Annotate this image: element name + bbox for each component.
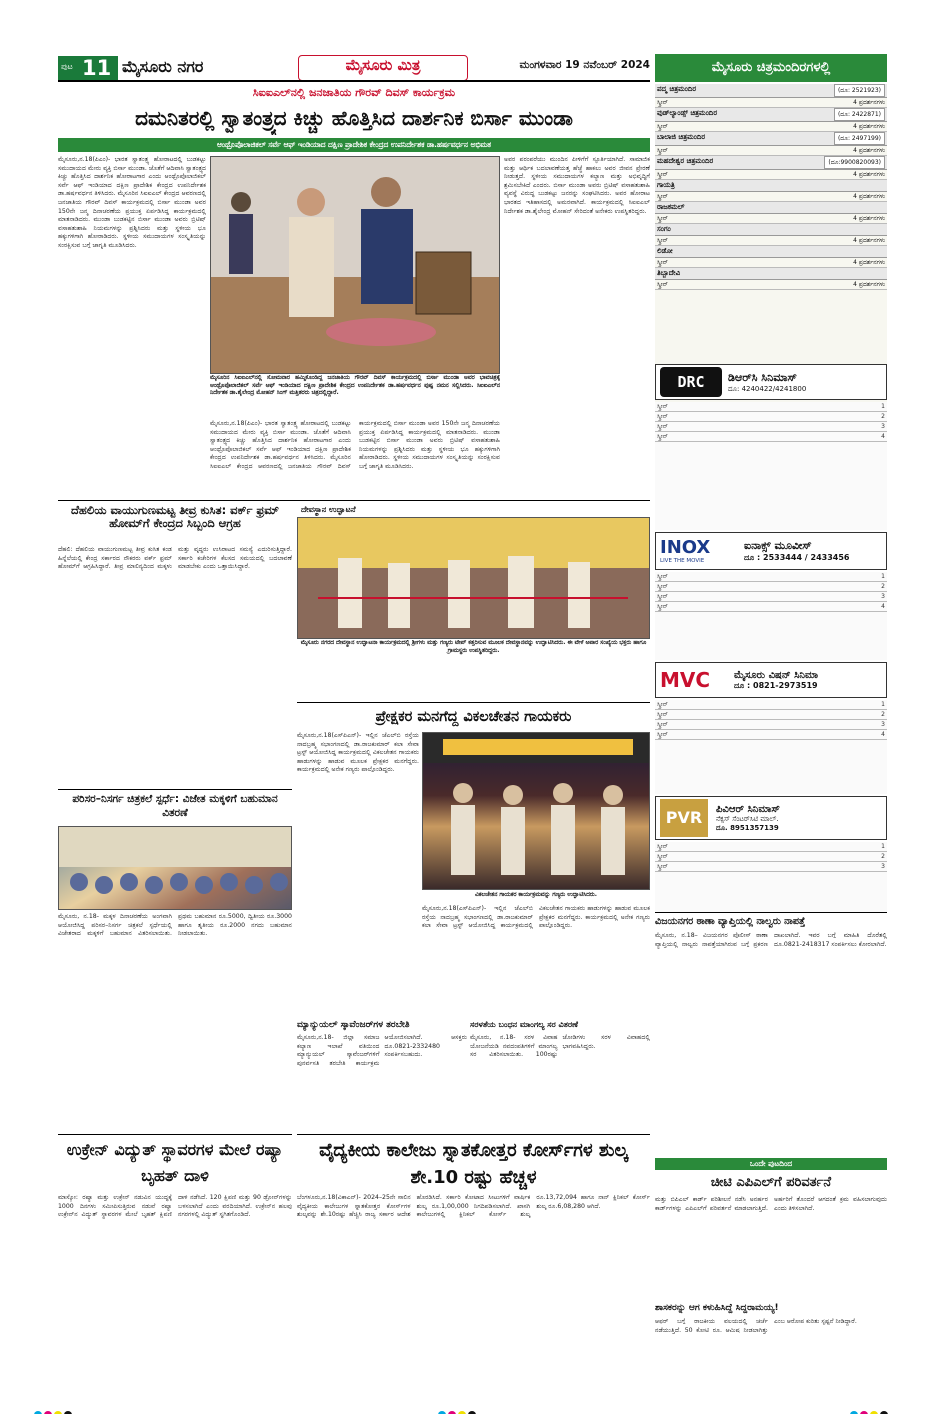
drc-screen-row: ಸ್ಕ್ರೀನ್ 2 [657,413,885,420]
page-number: 11 [82,56,112,80]
mvc-screens [655,700,887,794]
hall-balaji: ಬಾಲಾಜಿ ಚಿತ್ರಮಂದಿರ (ದೂ: 2497199) [655,132,887,146]
hall-row: ಸ್ಕ್ರೀನ್ 4 ಪ್ರದರ್ಶನಗಳು [657,147,885,154]
hall-rajakamal: ರಾಜಕಮಲ್ [655,202,887,214]
ukraine-headline: ಉಕ್ರೇನ್ ವಿದ್ಯುತ್ ಸ್ಥಾವರಗಳ ಮೇಲೆ ರಷ್ಯಾ ಬೃಹತ್ ದಾಳಿ [66,1140,284,1185]
mvc-logo: MVC [660,668,711,692]
hall-gayathri: ಗಾಯತ್ರಿ [655,180,887,192]
black-dot [468,1411,476,1414]
medical-body: ಬೆಂಗಳೂರು,ನ.18(ವಿಕಾಎನ್)- 2024–25ನೇ ಸಾಲಿನ ವೈದ್ಯಕೀಯ ಕಾಲೇಜುಗಳ ಸ್ನಾತಕೋತ್ತರ ಕೋರ್ಸ್‌ಗಳ ಶುಲ್ಕವನ್ನು ಶೇ.10ರಷ್ಟು ಹೆಚ್ಚಿಸಿ ರಾಜ್ಯ ಸರ್ಕಾರ ಆದೇಶ ಹೊರಡಿಸಿದೆ. ಸರ್ಕಾರಿ ಕೋಟಾದ ಸೀಟುಗಳಿಗೆ ವಾರ್ಷಿಕ ಶುಲ್ಕ ರೂ.1,00,000 ನಿಗದಿಪಡಿಸಲಾಗಿದೆ. ಖಾಸಗಿ ಕಾಲೇಜುಗಳಲ್ಲಿ ಕ್ಲಿನಿಕಲ್ ಕೋರ್ಸ್ ಶುಲ್ಕ ರೂ.13,72,094 ಹಾಗೂ ನಾನ್ ಕ್ಲಿನಿಕಲ್ ಕೋರ್ಸ್ ಶುಲ್ಕ ರೂ.6,08,280 ಆಗಿದೆ. [297,1194,650,1219]
mvc-screen-row: ಸ್ಕ್ರೀನ್ 4 [657,731,885,738]
temple-caption: ಮೈಸೂರು ನಗರದ ದೇವಸ್ಥಾನ ಉದ್ಘಾಟನಾ ಕಾರ್ಯಕ್ರಮದಲ್ಲಿ ಶ್ರೀಗಳು ಮತ್ತು ಗಣ್ಯರು ಟೇಪ್ ಕತ್ತರಿಸುವ ಮೂಲಕ ದೇವಸ್ಥಾನವನ್ನು ಉದ್ಘಾಟಿಸಿದರು. ಈ ವೇಳೆ ಅಪಾರ ಸಂಖ್ಯೆಯ ಭಕ್ತರು ಹಾಗೂ ಗ್ರಾಮಸ್ಥರು ಉಪಸ್ಥಿತರಿದ್ದರು. [300,640,647,654]
pvr-logo: PVR [660,799,708,837]
paper-name: ಮೈಸೂರು ಮಿತ್ರ [298,55,468,81]
magenta-dot [448,1411,456,1414]
hall-lido: ಲಿಡೋ [655,246,887,258]
divider-drawing [58,789,292,790]
cinema-halls [655,84,887,410]
lead-photo-caption: ಮೈಸೂರಿನ ಸಿಐಐಎಲ್‌ನಲ್ಲಿ ಸೋಮವಾರ ಹಮ್ಮಿಕೊಂಡಿದ್ದ ಜನಜಾತಿಯ ಗೌರವ್ ದಿವಸ್ ಕಾರ್ಯಕ್ರಮದಲ್ಲಿ ಬಿರ್ಸಾ ಮುಂಡಾ ಅವರ ಭಾವಚಿತ್ರಕ್ಕೆ ಆಂಥ್ರೊಪೊಲಾಜಿಕಲ್ ಸರ್ವೆ ಆಫ್ ಇಂಡಿಯಾದ ದಕ್ಷಿಣ ಪ್ರಾದೇಶಿಕ ಕೇಂದ್ರದ ಉಪನಿರ್ದೇಶಕ ಡಾ.ಹರ್ಷವರ್ಧನ ಪುಷ್ಪ ನಮನ ಸಲ್ಲಿಸಿದರು. ಸಿಐಐಎಲ್‌ನ ನಿರ್ದೇಶಕ ಡಾ.ಶೈಲೇಂದ್ರ ಮೋಹನ್ ಸಿಂಗ್ ಮತ್ತಿತರರು ಚಿತ್ರದಲ್ಲಿದ್ದಾರೆ. [210,375,500,397]
lead-body-middle: ಮೈಸೂರು,ನ.18(ಪಿಎಂ)- ಭಾರತ ಸ್ವಾತಂತ್ರ್ಯ ಹೋರಾಟದಲ್ಲಿ ಬುಡಕಟ್ಟು ಸಮುದಾಯದ ಮೇರು ವ್ಯಕ್ತಿ ಬಿರ್ಸಾ ಮುಂಡಾ. ಜೊತೆಗೆ ಆದಿವಾಸಿ ಸ್ವಾತಂತ್ರ್ಯದ ಕಿಚ್ಚು ಹೊತ್ತಿಸಿದ ದಾರ್ಶನಿಕ ಹೋರಾಟಗಾರ ಎಂದು ಆಂಥ್ರೊಪೊಲಾಜಿಕಲ್ ಸರ್ವೆ ಆಫ್ ಇಂಡಿಯಾದ ದಕ್ಷಿಣ ಪ್ರಾದೇಶಿಕ ಕೇಂದ್ರದ ಉಪನಿರ್ದೇಶಕ ಡಾ.ಹರ್ಷವರ್ಧನ ತಿಳಿಸಿದರು. ಮೈಸೂರಿನ ಸಿಐಐಎಲ್ ಕೇಂದ್ರದ ಆವರಣದಲ್ಲಿ ಜನಜಾತಿಯ ಗೌರವ್ ದಿವಸ್ ಕಾರ್ಯಕ್ರಮದಲ್ಲಿ ಬಿರ್ಸಾ ಮುಂಡಾ ಅವರ 150ನೇ ಜನ್ಮ ದಿನಾಚರಣೆಯ ಪ್ರಯುಕ್ತ ಏರ್ಪಡಿಸಿದ್ದ ಕಾರ್ಯಕ್ರಮದಲ್ಲಿ ಮಾತನಾಡಿದರು. ಮುಂಡಾ ಬುಡಕಟ್ಟಿನ ಬಿರ್ಸಾ ಮುಂಡಾ ಅವರು ಬ್ರಿಟಿಷ್ ವಸಾಹತುಶಾಹಿ ನಿಯಮಗಳನ್ನು ಪ್ರಶ್ನಿಸಿದರು ಮತ್ತು ಸ್ಥಳೀಯ ಭೂ ಹಕ್ಕುಗಳಿಗಾಗಿ ಹೋರಾಡಿದರು. ಸ್ಥಳೀಯ ಸಮುದಾಯಗಳ ಸಂಸ್ಕೃತಿಯನ್ನು ಸಂರಕ್ಷಿಸುವ ಬಗ್ಗೆ ಜಾಗೃತಿ ಮೂಡಿಸಿದರು. [210,420,500,470]
hall-row: ಸ್ಕ್ರೀನ್ 4 ಪ್ರದರ್ಶನಗಳು [657,193,885,200]
hall-mahadeshwara: ಮಹದೇಶ್ವರ ಚಿತ್ರಮಂದಿರ (ದೂ:9900820093) [655,156,887,170]
lead-body-right: ಅವರ ಪರಂಪರೆಯು ಮುಂದಿನ ಪೀಳಿಗೆಗೆ ಸ್ಫೂರ್ತಿಯಾಗಿದೆ. ಸಾಮಾಜಿಕ ಮತ್ತು ಆರ್ಥಿಕ ಬದಲಾವಣೆಯತ್ತ ಹೆಜ್ಜೆ ಹಾಕಲು ಅವರ ಜೀವನ ಪ್ರೇರಣೆ ನೀಡುತ್ತದೆ. ಸ್ಥಳೀಯ ಸಮುದಾಯಗಳ ಕಲ್ಯಾಣ ಮತ್ತು ಅಭಿವೃದ್ಧಿಗೆ ಶ್ರಮಿಸಬೇಕಿದೆ ಎಂದರು. ಬಿರ್ಸಾ ಮುಂಡಾ ಅವರು ಬ್ರಿಟಿಷ್ ವಸಾಹತುಶಾಹಿ ವ್ಯವಸ್ಥೆ ವಿರುದ್ಧ ಬುಡಕಟ್ಟು ಜನರನ್ನು ಸಂಘಟಿಸಿದರು. ಅವರ ಹೋರಾಟ ಭಾರತದ ಇತಿಹಾಸದಲ್ಲಿ ಅಮರವಾಗಿದೆ. ಕಾರ್ಯಕ್ರಮದಲ್ಲಿ ಸಿಐಐಎಲ್ ನಿರ್ದೇಶಕ ಡಾ.ಶೈಲೇಂದ್ರ ಮೋಹನ್ ಸೇರಿದಂತೆ ಅನೇಕರು ಉಪಸ್ಥಿತರಿದ್ದರು. [504,156,650,215]
pvr-screen-row: ಸ್ಕ್ರೀನ್ 2 [657,853,885,860]
missing-body: ಮೈಸೂರು, ನ.18– ವಿಜಯನಗರ ಪೊಲೀಸ್ ಠಾಣಾ ವ್ಯಾಪ್ತಿಯಲ್ಲಿ ನಾಲ್ವರು ನಾಪತ್ತೆಯಾಗಿರುವ ಬಗ್ಗೆ ಪ್ರಕರಣ ದಾಖಲಾಗಿದೆ. ಇವರ ಬಗ್ಗೆ ಮಾಹಿತಿ ದೊರೆತಲ್ಲಿ ದೂ.0821-2418317 ಸಂಪರ್ಕಿಸಲು ಕೋರಲಾಗಿದೆ. [655,932,887,948]
inox-screens [655,572,887,660]
hall-sangam: ಸಂಗಂ [655,224,887,236]
drawing-photo [58,826,292,910]
temple-kicker: ದೇವಸ್ಥಾನ ಉದ್ಘಾಟನೆ [297,504,650,516]
drc-phone: ದೂ: 4240422/4241800 [728,384,807,393]
chit-body: ಮತ್ತು ಬಿಪಿಎಲ್ ಕಾರ್ಡ್ ಪರಿಶೀಲನೆ ನಡೆಸಿ ಅನರ್ಹರ ಕಾರ್ಡ್‌ಗಳನ್ನು ಎಪಿಎಲ್‌ಗೆ ಪರಿವರ್ತನೆ ಮಾಡಲಾಗುತ್ತಿದೆ. ಅರ್ಹರಿಗೆ ತೊಂದರೆ ಆಗದಂತೆ ಕ್ರಮ ವಹಿಸಲಾಗುವುದು ಎಂದು ತಿಳಿಸಲಾಗಿದೆ. [655,1196,887,1212]
cyan-dot [34,1411,42,1414]
manual-body: ಮೈಸೂರು,ನ.18- ಜಿಲ್ಲಾ ಸಮಾಜ ಕಲ್ಯಾಣ ಇಲಾಖೆ ವತಿಯಿಂದ ಮ್ಯಾನ್ಯುಯಲ್ ಸ್ಕಾವೆಂಜರ್‌ಗಳಿಗೆ ಪುನರ್ವಸತಿ ತರಬೇತಿ ಕಾರ್ಯಕ್ರಮ ಆಯೋಜಿಸಲಾಗಿದೆ. ಆಸಕ್ತರು ದೂ.0821-2332480 ಸಂಪರ್ಕಿಸಬಹುದು. [297,1034,467,1067]
lead-headline: ದಮನಿತರಲ್ಲಿ ಸ್ವಾತಂತ್ರ್ಯದ ಕಿಚ್ಚು ಹೊತ್ತಿಸಿದ ದಾರ್ಶನಿಕ ಬಿರ್ಸಾ ಮುಂಡಾ [135,106,573,130]
chit-kicker: ಒಂದೇ ಪುಟದಿಂದ [655,1158,887,1170]
pvr-text: ಪಿವಿಆರ್ ಸಿನಿಮಾಸ್ ನೆಕ್ಸಸ್ ಸೆಂಟರ್‌ಸಿಟಿ ಮಾಲ್. ದೂ. 8951357139 [716,803,780,832]
lead-photo-art [211,157,500,374]
masthead [58,54,650,82]
singers-headline: ಪ್ರೇಕ್ಷಕರ ಮನಗೆದ್ದ ವಿಕಲಚೇತನ ಗಾಯಕರು [375,709,572,725]
mvc-screen-row: ಸ್ಕ್ರೀನ್ 2 [657,711,885,718]
mvc-text: ಮೈಸೂರು ವಿಷನ್ ಸಿನಿಮಾ ದೂ : 0821-2973519 [734,669,819,690]
magenta-dot [44,1411,52,1414]
hall-padma: ಪದ್ಮ ಚಿತ್ರಮಂದಿರ (ದೂ: 2521923) [655,84,887,98]
medical-headline: ವೈದ್ಯಕೀಯ ಕಾಲೇಜು ಸ್ನಾತಕೋತ್ತರ ಕೋರ್ಸ್‌ಗಳ ಶುಲ್ಕ ಶೇ.10 ರಷ್ಟು ಹೆಚ್ಚಳ [319,1140,628,1188]
hall-woodlands: ವುಡ್‌ಲ್ಯಾಂಡ್ಸ್ ಚಿತ್ರಮಂದಿರ (ದೂ: 2422871) [655,108,887,122]
cinema-title: ಮೈಸೂರು ಚಿತ್ರಮಂದಿರಗಳಲ್ಲಿ [655,54,887,82]
singers-body-2: ಮೈಸೂರು,ನ.18(ಎಸ್‌ಪಿಎನ್)- ಇಲ್ಲಿನ ಜೆಎಲ್‌ಬಿ ರಸ್ತೆಯ ನಾದಬ್ರಹ್ಮ ಸಭಾಂಗಣದಲ್ಲಿ ಡಾ.ರಾಜಕುಮಾರ್ ಕಲಾ ಸೇವಾ ಟ್ರಸ್ಟ್ ಆಯೋಜಿಸಿದ್ದ ಕಾರ್ಯಕ್ರಮದಲ್ಲಿ ವಿಕಲಚೇತನ ಗಾಯಕರು ಹಾಡುಗಳನ್ನು ಹಾಡುವ ಮೂಲಕ ಪ್ರೇಕ್ಷಕರ ಮನಗೆದ್ದರು. ಕಾರ್ಯಕ್ರಮದಲ್ಲಿ ಅನೇಕ ಗಣ್ಯರು ಪಾಲ್ಗೊಂಡಿದ್ದರು. [422,905,650,930]
drc-screens [655,402,887,530]
drc-screen-row: ಸ್ಕ್ರೀನ್ 3 [657,423,885,430]
drc-logo: DRC [660,367,722,397]
inox-text: ಐನಾಕ್ಸ್ ಮೂವೀಸ್ ದೂ : 2533444 / 2433456 [744,539,850,562]
drawing-headline: ಪರಿಸರ–ನಿಸರ್ಗ ಚಿತ್ರಕಲೆ ಸ್ಪರ್ಧೆ: ವಿಜೇತ ಮಕ್ಕಳಿಗೆ ಬಹುಮಾನ ವಿತರಣೆ [72,793,278,819]
wedding-body: ಮೈಸೂರು, ನ.18- ಸರಳ ವಿವಾಹ ಯೋಜನೆಯಡಿ ನವದಂಪತಿಗಳಿಗೆ ಮಾಂಗಲ್ಯ ಸರ ವಿತರಿಸಲಾಯಿತು. 100ರಷ್ಟು ಜೋಡಿಗಳು ಸರಳ ವಿವಾಹದಲ್ಲಿ ಭಾಗವಹಿಸಿದ್ದರು. [470,1034,650,1059]
chit-subbody: ಆಫರ್ ಬಗ್ಗೆ ರಾಜಕೀಯ ವಲಯದಲ್ಲಿ ಚರ್ಚೆ ನಡೆಯುತ್ತಿದೆ. 50 ಕೋಟಿ ರೂ. ಆಮಿಷ ನೀಡಲಾಗಿತ್ತು ಎಂಬ ಆರೋಪ ಕುರಿತು ಸ್ಪಷ್ಟನೆ ನೀಡಿದ್ದಾರೆ. [655,1318,857,1334]
black-dot [64,1411,72,1414]
delhi-body: ದೆಹಲಿ: ದೆಹಲಿಯ ವಾಯುಗುಣಮಟ್ಟ ತೀವ್ರ ಕುಸಿತ ಕಂಡ ಹಿನ್ನೆಲೆಯಲ್ಲಿ ಕೇಂದ್ರ ಸರ್ಕಾರದ ನೌಕರರು ವರ್ಕ್ ಫ್ರಮ್ ಹೋಮ್‌ಗೆ ಆಗ್ರಹಿಸಿದ್ದಾರೆ. ತೀವ್ರ ಮಾಲಿನ್ಯದಿಂದ ಮಕ್ಕಳು ಮತ್ತು ವೃದ್ಧರು ಉಸಿರಾಟದ ಸಮಸ್ಯೆ ಎದುರಿಸುತ್ತಿದ್ದಾರೆ. ಸರ್ಕಾರಿ ಕಚೇರಿಗಳ ಕೆಲಸದ ಸಮಯದಲ್ಲಿ ಬದಲಾವಣೆ ಮಾಡಬೇಕು ಎಂದು ಒತ್ತಾಯಿಸಿದ್ದಾರೆ. [58,546,292,571]
pvr-header [655,796,887,840]
inox-screen-row: ಸ್ಕ್ರೀನ್ 2 [657,583,885,590]
lead-photo [210,156,500,374]
registration-dots-right [850,1404,910,1414]
temple-photo [297,517,650,639]
yellow-dot [54,1411,62,1414]
divider-medical [297,1134,650,1135]
page-number-box [58,56,118,80]
divider [58,500,650,501]
magenta-dot [860,1411,868,1414]
lead-kicker: ಸಿಐಐಎಲ್‌ನಲ್ಲಿ ಜನಜಾತಿಯ ಗೌರವ್ ದಿವಸ್ ಕಾರ್ಯಕ್ರಮ [58,85,650,101]
chit-headline: ಚೀಟಿ ಎಪಿಎಲ್‌ಗೆ ಪರಿವರ್ತನೆ [710,1175,832,1190]
inox-screen-row: ಸ್ಕ್ರೀನ್ 3 [657,593,885,600]
temple-photo-art [298,518,650,639]
hall-row: ಸ್ಕ್ರೀನ್ 4 ಪ್ರದರ್ಶನಗಳು [657,215,885,222]
ukraine-body: ಮಾಸ್ಕೋ: ರಷ್ಯಾ ಮತ್ತು ಉಕ್ರೇನ್ ನಡುವಿನ ಯುದ್ಧಕ್ಕೆ 1000 ದಿನಗಳು ಸಮೀಪಿಸುತ್ತಿರುವ ನಡುವೆ ರಷ್ಯಾ ಉಕ್ರೇನ್‌ನ ವಿದ್ಯುತ್ ಸ್ಥಾವರಗಳ ಮೇಲೆ ಬೃಹತ್ ಕ್ಷಿಪಣಿ ದಾಳಿ ನಡೆಸಿದೆ. 120 ಕ್ಷಿಪಣಿ ಮತ್ತು 90 ಡ್ರೋನ್‌ಗಳನ್ನು ಬಳಸಲಾಗಿದೆ ಎಂದು ವರದಿಯಾಗಿದೆ. ಉಕ್ರೇನ್‌ನ ಹಲವು ನಗರಗಳಲ್ಲಿ ವಿದ್ಯುತ್ ಸ್ಥಗಿತಗೊಂಡಿದೆ. [58,1194,292,1219]
singers-caption: ವಿಕಲಚೇತನ ಗಾಯಕರ ಕಾರ್ಯಕ್ರಮವನ್ನು ಗಣ್ಯರು ಉದ್ಘಾಟಿಸಿದರು. [475,892,597,898]
drc-name: ಡಿಆರ್‌ಸಿ ಸಿನಿಮಾಸ್ [728,370,797,384]
divider-ukraine [58,1134,292,1135]
hall-thibbadevi: ತಿಬ್ಬಾದೇವಿ [655,268,887,280]
drc-text [728,371,806,394]
inox-screen-row: ಸ್ಕ್ರೀನ್ 1 [657,573,885,580]
pvr-screen-row: ಸ್ಕ್ರೀನ್ 1 [657,843,885,850]
drc-header [655,364,887,400]
manual-headline: ಮ್ಯಾನ್ಯುಯಲ್ ಸ್ಕಾವೆಂಜರ್‌ಗಳ ತರಬೇತಿ [297,1020,410,1030]
pvr-screens [655,842,887,912]
black-dot [880,1411,888,1414]
lead-subhead: ಆಂಥ್ರೊಪೊಲಾಜಿಕಲ್ ಸರ್ವೆ ಆಫ್ ಇಂಡಿಯಾದ ದಕ್ಷಿಣ ಪ್ರಾದೇಶಿಕ ಕೇಂದ್ರದ ಉಪನಿರ್ದೇಶಕ ಡಾ.ಹರ್ಷವರ್ಧನ ಅಭಿಮತ [58,138,650,152]
page-label: ಪುಟ [61,62,73,71]
hall-row: ಸ್ಕ್ರೀನ್ 4 ಪ್ರದರ್ಶನಗಳು [657,171,885,178]
missing-headline: ವಿಜಯನಗರ ಠಾಣಾ ವ್ಯಾಪ್ತಿಯಲ್ಲಿ ನಾಲ್ವರು ನಾಪತ್ತೆ [655,916,806,927]
singers-photo-art [423,733,650,890]
wedding-headline: ಸರಳತೆಯ ಬಂಧನ ಮಾಂಗಲ್ಯ ಸರ ವಿತರಣೆ [470,1020,578,1029]
mvc-header [655,662,887,698]
delhi-headline: ದೆಹಲಿಯ ವಾಯುಗುಣಮಟ್ಟ ತೀವ್ರ ಕುಸಿತ: ವರ್ಕ್ ಫ್ರಮ್ ಹೋಮ್‌ಗೆ ಕೇಂದ್ರದ ಸಿಬ್ಬಂದಿ ಆಗ್ರಹ [71,504,279,530]
hall-row: ಸ್ಕ್ರೀನ್ 4 ಪ್ರದರ್ಶನಗಳು [657,259,885,266]
divider-missing [655,912,887,913]
hall-row: ಸ್ಕ್ರೀನ್ 4 ಪ್ರದರ್ಶನಗಳು [657,237,885,244]
cyan-dot [438,1411,446,1414]
hall-row: ಸ್ಕ್ರೀನ್ 4 ಪ್ರದರ್ಶನಗಳು [657,123,885,130]
drawing-body: ಮೈಸೂರು, ನ.18- ಮಕ್ಕಳ ದಿನಾಚರಣೆಯ ಅಂಗವಾಗಿ ಆಯೋಜಿಸಿದ್ದ ಪರಿಸರ–ನಿಸರ್ಗ ಚಿತ್ರಕಲೆ ಸ್ಪರ್ಧೆಯಲ್ಲಿ ವಿಜೇತರಾದ ಮಕ್ಕಳಿಗೆ ಬಹುಮಾನ ವಿತರಿಸಲಾಯಿತು. ಪ್ರಥಮ ಬಹುಮಾನ ರೂ.5000, ದ್ವಿತೀಯ ರೂ.3000 ಹಾಗೂ ತೃತೀಯ ರೂ.2000 ನಗದು ಬಹುಮಾನ ನೀಡಲಾಯಿತು. [58,913,292,938]
mvc-screen-row: ಸ್ಕ್ರೀನ್ 3 [657,721,885,728]
inox-screen-row: ಸ್ಕ್ರೀನ್ 4 [657,603,885,610]
inox-logo: INOX LIVE THE MOVIE [660,537,711,564]
registration-dots-center [438,1404,498,1414]
hall-row: ಸ್ಕ್ರೀನ್ 4 ಪ್ರದರ್ಶನಗಳು [657,281,885,288]
drc-screen-row: ಸ್ಕ್ರೀನ್ 4 [657,433,885,440]
issue-date: ಮಂಗಳವಾರ 19 ನವೆಂಬರ್ 2024 [519,59,650,71]
drc-screen-row: ಸ್ಕ್ರೀನ್ 1 [657,403,885,410]
singers-photo [422,732,650,890]
yellow-dot [870,1411,878,1414]
divider-singers [297,702,650,703]
pvr-screen-row: ಸ್ಕ್ರೀನ್ 3 [657,863,885,870]
mvc-screen-row: ಸ್ಕ್ರೀನ್ 1 [657,701,885,708]
registration-dots-left [34,1404,94,1414]
lead-body-left: ಮೈಸೂರು,ನ.18(ಪಿಎಂ)- ಭಾರತ ಸ್ವಾತಂತ್ರ್ಯ ಹೋರಾಟದಲ್ಲಿ ಬುಡಕಟ್ಟು ಸಮುದಾಯದ ಮೇರು ವ್ಯಕ್ತಿ ಬಿರ್ಸಾ ಮುಂಡಾ. ಜೊತೆಗೆ ಆದಿವಾಸಿ ಸ್ವಾತಂತ್ರ್ಯದ ಕಿಚ್ಚು ಹೊತ್ತಿಸಿದ ದಾರ್ಶನಿಕ ಹೋರಾಟಗಾರ ಎಂದು ಆಂಥ್ರೊಪೊಲಾಜಿಕಲ್ ಸರ್ವೆ ಆಫ್ ಇಂಡಿಯಾದ ದಕ್ಷಿಣ ಪ್ರಾದೇಶಿಕ ಕೇಂದ್ರದ ಉಪನಿರ್ದೇಶಕ ಡಾ.ಹರ್ಷವರ್ಧನ ತಿಳಿಸಿದರು. ಮೈಸೂರಿನ ಸಿಐಐಎಲ್ ಕೇಂದ್ರದ ಆವರಣದಲ್ಲಿ ಜನಜಾತಿಯ ಗೌರವ್ ದಿವಸ್ ಕಾರ್ಯಕ್ರಮದಲ್ಲಿ ಬಿರ್ಸಾ ಮುಂಡಾ ಅವರ 150ನೇ ಜನ್ಮ ದಿನಾಚರಣೆಯ ಪ್ರಯುಕ್ತ ಏರ್ಪಡಿಸಿದ್ದ ಕಾರ್ಯಕ್ರಮದಲ್ಲಿ ಮಾತನಾಡಿದರು. ಮುಂಡಾ ಬುಡಕಟ್ಟಿನ ಬಿರ್ಸಾ ಮುಂಡಾ ಅವರು ಬ್ರಿಟಿಷ್ ವಸಾಹತುಶಾಹಿ ನಿಯಮಗಳನ್ನು ಪ್ರಶ್ನಿಸಿದರು ಮತ್ತು ಸ್ಥಳೀಯ ಭೂ ಹಕ್ಕುಗಳಿಗಾಗಿ ಹೋರಾಡಿದರು. ಸ್ಥಳೀಯ ಸಮುದಾಯಗಳ ಸಂಸ್ಕೃತಿಯನ್ನು ಸಂರಕ್ಷಿಸುವ ಬಗ್ಗೆ ಜಾಗೃತಿ ಮೂಡಿಸಿದರು. [58,156,206,249]
drawing-photo-art [59,827,292,910]
section-name: ಮೈಸೂರು ನಗರ [122,57,204,76]
chit-subheadline: ಶಾಸಕರನ್ನು ಆಗ ಕಳುಹಿಸಿದ್ದೆ ಸಿದ್ದರಾಮಯ್ಯ! [655,1303,779,1313]
inox-header [655,532,887,570]
cyan-dot [850,1411,858,1414]
yellow-dot [458,1411,466,1414]
singers-body: ಮೈಸೂರು,ನ.18(ಎಸ್‌ಪಿಎನ್)- ಇಲ್ಲಿನ ಜೆಎಲ್‌ಬಿ ರಸ್ತೆಯ ನಾದಬ್ರಹ್ಮ ಸಭಾಂಗಣದಲ್ಲಿ ಡಾ.ರಾಜಕುಮಾರ್ ಕಲಾ ಸೇವಾ ಟ್ರಸ್ಟ್ ಆಯೋಜಿಸಿದ್ದ ಕಾರ್ಯಕ್ರಮದಲ್ಲಿ ವಿಕಲಚೇತನ ಗಾಯಕರು ಹಾಡುಗಳನ್ನು ಹಾಡುವ ಮೂಲಕ ಪ್ರೇಕ್ಷಕರ ಮನಗೆದ್ದರು. ಕಾರ್ಯಕ್ರಮದಲ್ಲಿ ಅನೇಕ ಗಣ್ಯರು ಪಾಲ್ಗೊಂಡಿದ್ದರು. [297,732,419,774]
hall-row: ಸ್ಕ್ರೀನ್ 4 ಪ್ರದರ್ಶನಗಳು [657,99,885,106]
